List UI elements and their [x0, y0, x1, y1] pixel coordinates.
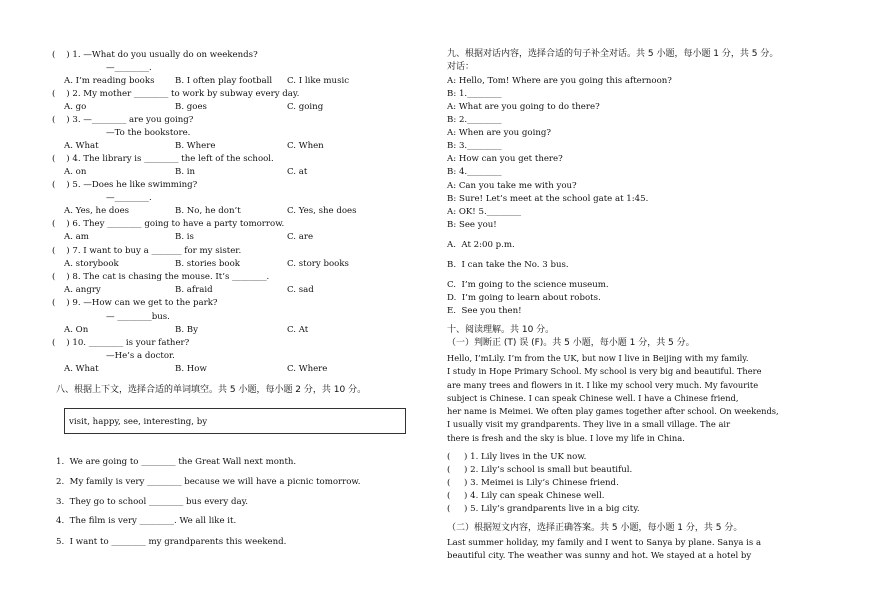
fill-item-1: 1. We are going to ________ the Great Wall next month. [56, 457, 297, 467]
question-1-stem: ( ) 1. —What do you usually do on weekends? [52, 50, 258, 60]
passage-2-line-2: beautiful city. The weather was sunny and hot. We stayed at a hotel by [447, 551, 752, 562]
dialogue-line-12: B: See you! [447, 220, 497, 230]
question-8-option-c: C. sad [287, 285, 314, 295]
question-9-option-b: B. By [175, 325, 198, 335]
dialogue-line-9: A: Can you take me with you? [447, 181, 577, 191]
tf-item-4: ( ) 4. Lily can speak Chinese well. [447, 491, 605, 501]
dialogue-label: 对话： [447, 62, 475, 72]
question-9-stem-reply: — ________bus. [106, 312, 170, 322]
passage-2-line-1: Last summer holiday, my family and I went to Sanya by plane. Sanya is a [447, 538, 762, 548]
question-1-option-c: C. I like music [287, 76, 350, 86]
dialogue-line-5: A: When are you going? [447, 128, 551, 138]
section-8-heading: 八、根据上下文，选择合适的单词填空。共 5 小题，每小题 2 分，共 10 分。 [56, 385, 367, 395]
dialogue-option-b: B. I can take the No. 3 bus. [447, 260, 569, 270]
question-4-option-a: A. on [64, 167, 87, 177]
question-6-option-b: B. is [175, 232, 194, 242]
question-5-option-a: A. Yes, he does [64, 206, 130, 216]
dialogue-line-7: A: How can you get there? [447, 154, 563, 164]
question-1-stem-reply: —________. [106, 63, 152, 73]
question-2-option-a: A. go [64, 102, 87, 112]
dialogue-option-c: C. I’m going to the science museum. [447, 280, 609, 290]
question-3-option-c: C. When [287, 141, 324, 151]
question-7-stem: ( ) 7. I want to buy a _______ for my sister. [52, 246, 242, 256]
question-1-option-a: A. I’m reading books [64, 76, 155, 86]
question-5-option-c: C. Yes, she does [287, 206, 357, 216]
question-3-stem-reply: —To the bookstore. [106, 128, 191, 138]
passage-1-line-6: I usually visit my grandparents. They live in a small village. The air [447, 419, 731, 430]
question-5-stem: ( ) 5. —Does he like swimming? [52, 180, 198, 190]
passage-1-line-3: are many trees and flowers in it. I like my school very much. My favourite [447, 379, 759, 390]
question-8-option-b: B. afraid [175, 285, 213, 295]
question-4-stem: ( ) 4. The library is ________ the left of the school. [52, 154, 274, 164]
dialogue-line-1: A: Hello, Tom! Where are you going this afternoon? [447, 76, 672, 86]
question-6-stem: ( ) 6. They ________ going to have a party tomorrow. [52, 219, 285, 229]
passage-1-line-7: there is fresh and the sky is blue. I love my life in China. [447, 432, 685, 443]
question-7-option-a: A. storybook [64, 259, 119, 269]
tf-item-1: ( ) 1. Lily lives in the UK now. [447, 452, 587, 462]
question-5-stem-reply: —________. [106, 193, 152, 203]
tf-item-5: ( ) 5. Lily’s grandparents live in a big city. [447, 504, 640, 514]
question-2-option-c: C. going [287, 102, 324, 112]
question-2-option-b: B. goes [175, 102, 207, 112]
question-10-stem: ( ) 10. ________ is your father? [52, 338, 190, 348]
dialogue-line-6: B: 3.________ [447, 141, 502, 151]
passage-2 [447, 537, 799, 564]
section-9-heading: 九、根据对话内容，选择合适的句子补全对话。共 5 小题，每小题 1 分，共 5 分。 [447, 49, 779, 59]
question-4-option-b: B. in [175, 167, 196, 177]
question-1-option-b: B. I often play football [175, 76, 273, 86]
passage-1-line-2: I study in Hope Primary School. My school is very big and beautiful. There [447, 366, 762, 377]
passage-1-line-5: her name is Meimei. We often play games together after school. On weekends, [447, 406, 779, 417]
dialogue-option-d: D. I’m going to learn about robots. [447, 293, 601, 303]
section-10-part-1-heading: （一）判断正 (T) 误 (F)。共 5 小题，每小题 1 分，共 5 分。 [447, 338, 695, 348]
question-9-option-a: A. On [64, 325, 89, 335]
passage-1 [447, 352, 799, 445]
dialogue-line-4: B: 2.________ [447, 115, 502, 125]
dialogue-line-11: A: OK! 5.________ [447, 207, 522, 217]
question-10-stem-reply: —He’s a doctor. [106, 351, 175, 361]
dialogue-option-a: A. At 2:00 p.m. [447, 240, 515, 250]
fill-item-3: 3. They go to school ________ bus every day. [56, 497, 249, 507]
word-bank-box [64, 408, 406, 434]
question-10-option-a: A. What [64, 364, 99, 374]
question-4-option-c: C. at [287, 167, 308, 177]
section-10-heading: 十、阅读理解。共 10 分。 [447, 325, 555, 335]
question-8-option-a: A. angry [64, 285, 101, 295]
question-9-stem: ( ) 9. —How can we get to the park? [52, 298, 218, 308]
dialogue-line-10: B: Sure! Let’s meet at the school gate at 1:45. [447, 194, 649, 204]
tf-item-2: ( ) 2. Lily’s school is small but beautiful. [447, 465, 633, 475]
question-3-option-b: B. Where [175, 141, 216, 151]
dialogue-line-8: B: 4.________ [447, 167, 502, 177]
word-bank: visit, happy, see, interesting, by [69, 417, 208, 427]
fill-item-4: 4. The film is very ________. We all like it. [56, 516, 237, 526]
question-7-option-c: C. story books [287, 259, 349, 269]
question-9-option-c: C. At [287, 325, 309, 335]
question-3-option-a: A. What [64, 141, 99, 151]
question-6-option-c: C. are [287, 232, 314, 242]
passage-1-line-1: Hello, I’mLily. I’m from the UK, but now I live in Beijing with my family. [447, 353, 749, 363]
fill-item-5: 5. I want to ________ my grandparents this weekend. [56, 537, 287, 547]
question-2-stem: ( ) 2. My mother ________ to work by subway every day. [52, 89, 300, 99]
question-6-option-a: A. am [64, 232, 89, 242]
question-10-option-b: B. How [175, 364, 207, 374]
passage-1-line-4: subject is Chinese. I can speak Chinese well. I have a Chinese friend, [447, 392, 739, 403]
question-8-stem: ( ) 8. The cat is chasing the mouse. It’s ________. [52, 272, 270, 282]
dialogue-line-2: B: 1.________ [447, 89, 502, 99]
tf-item-3: ( ) 3. Meimei is Lily’s Chinese friend. [447, 478, 619, 488]
question-10-option-c: C. Where [287, 364, 328, 374]
question-3-stem: ( ) 3. —________ are you going? [52, 115, 194, 125]
fill-item-2: 2. My family is very ________ because we will have a picnic tomorrow. [56, 477, 361, 487]
dialogue-option-e: E. See you then! [447, 306, 522, 316]
section-10-part-2-heading: （二）根据短文内容，选择正确答案。共 5 小题，每小题 1 分，共 5 分。 [447, 523, 743, 533]
question-5-option-b: B. No, he don’t [175, 206, 241, 216]
dialogue-line-3: A: What are you going to do there? [447, 102, 600, 112]
question-7-option-b: B. stories book [175, 259, 240, 269]
